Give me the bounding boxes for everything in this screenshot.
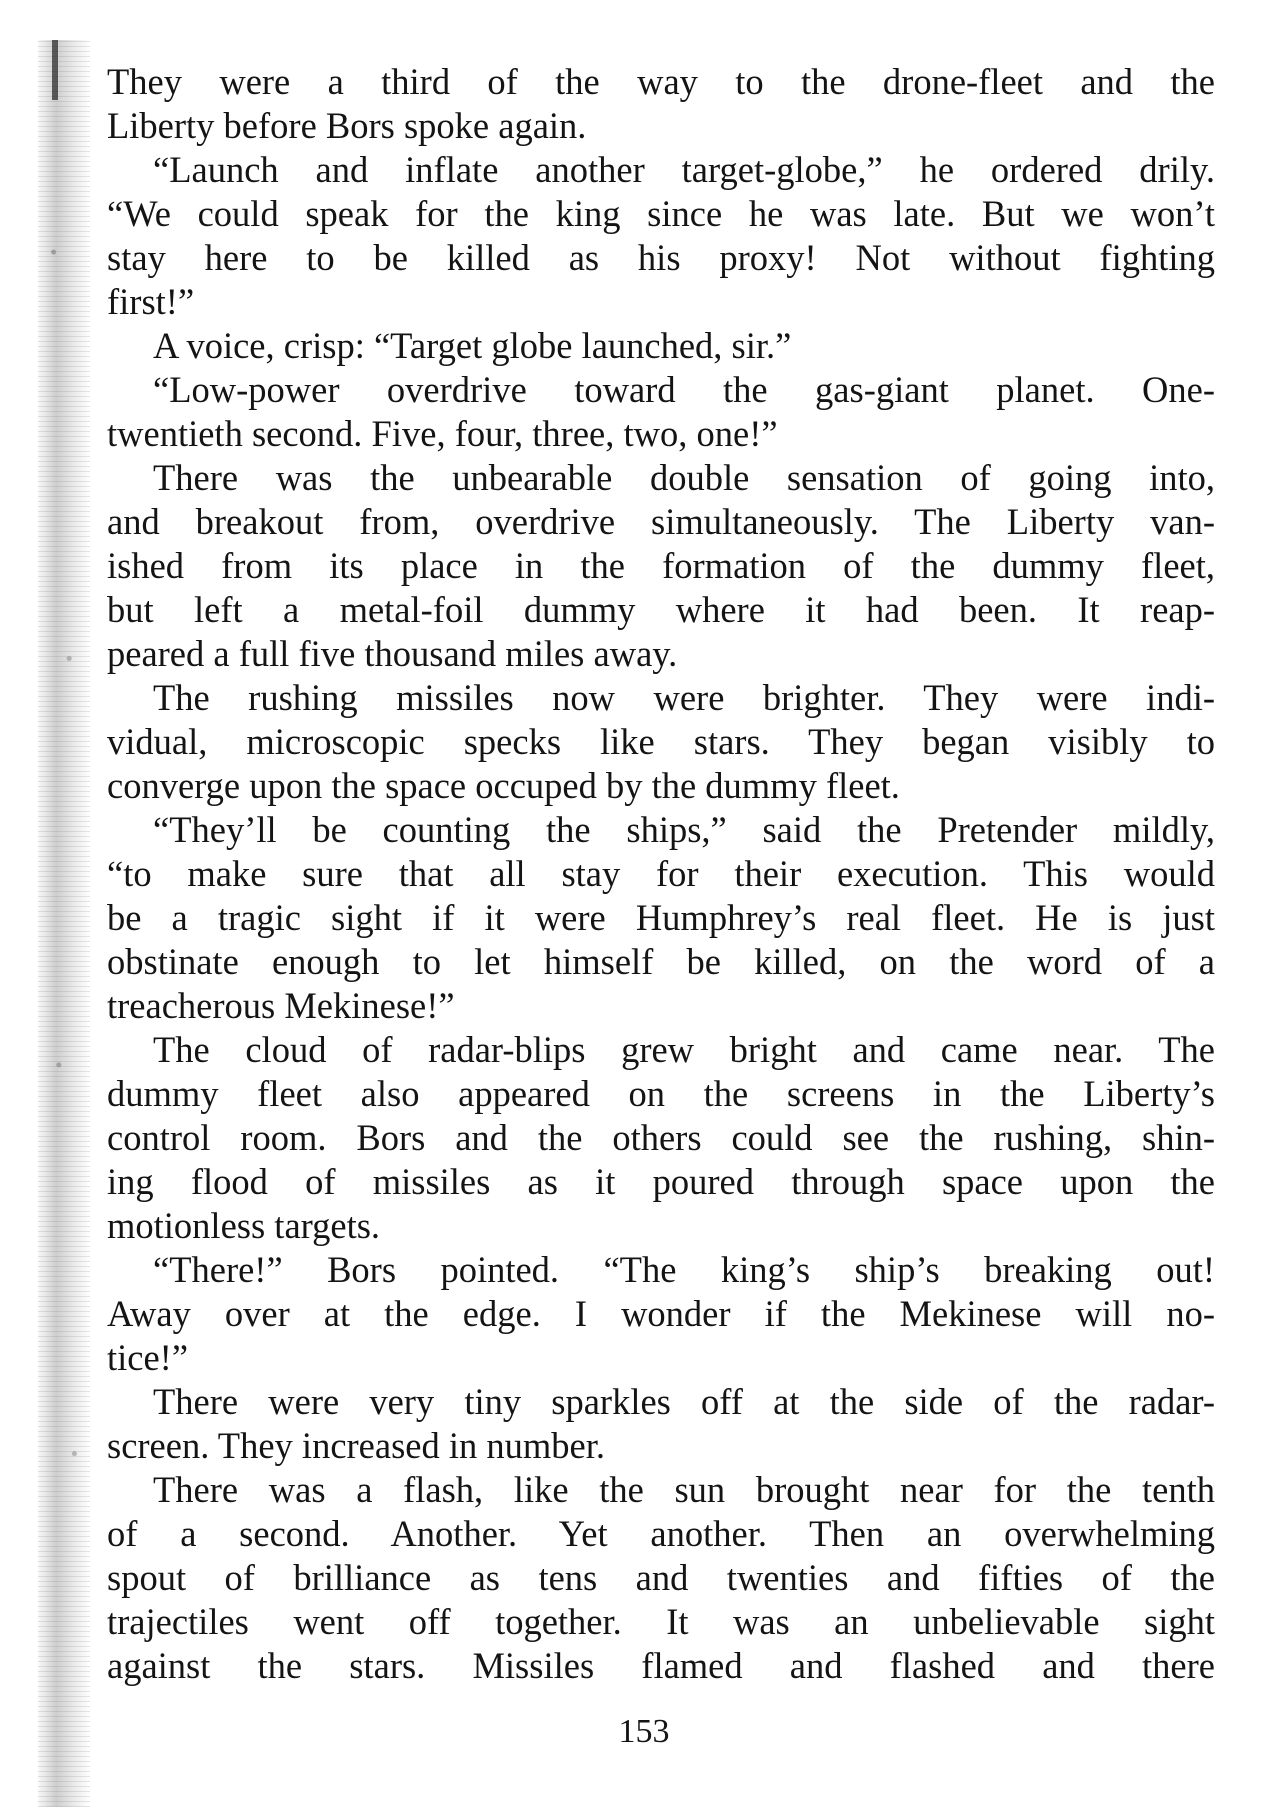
text-line: first!”: [107, 281, 195, 322]
text-line: but left a metal-foil dummy where it had been. It reap-: [107, 589, 1215, 630]
page-body-text: [107, 60, 1215, 1688]
text-line: There were very tiny sparkles off at the side of the radar-: [153, 1381, 1215, 1422]
text-line: be a tragic sight if it were Humphrey’s real fleet. He is just: [107, 897, 1215, 938]
text-line: Away over at the edge. I wonder if the Mekinese will no-: [107, 1293, 1215, 1334]
text-line: The cloud of radar-blips grew bright and came near. The: [153, 1029, 1215, 1070]
text-line: screen. They increased in number.: [107, 1425, 605, 1466]
text-line: and breakout from, overdrive simultaneously. The Liberty van-: [107, 501, 1215, 542]
text-line: spout of brilliance as tens and twenties and fifties of the: [107, 1557, 1215, 1598]
text-line: ing flood of missiles as it poured through space upon the: [107, 1161, 1215, 1202]
text-line: There was the unbearable double sensation of going into,: [153, 457, 1215, 498]
text-line: peared a full five thousand miles away.: [107, 633, 678, 674]
text-line: Liberty before Bors spoke again.: [107, 105, 587, 146]
text-line: of a second. Another. Yet another. Then an overwhelming: [107, 1513, 1215, 1554]
text-line: A voice, crisp: “Target globe launched, sir.”: [153, 325, 792, 366]
text-line: “They’ll be counting the ships,” said the Pretender mildly,: [153, 809, 1215, 850]
text-line: vidual, microscopic specks like stars. They began visibly to: [107, 721, 1215, 762]
text-line: stay here to be killed as his proxy! Not without fighting: [107, 237, 1215, 278]
text-line: twentieth second. Five, four, three, two, one!”: [107, 413, 778, 454]
text-line: obstinate enough to let himself be killed, on the word of a: [107, 941, 1215, 982]
text-line: “to make sure that all stay for their execution. This would: [107, 853, 1215, 894]
text-line: There was a flash, like the sun brought near for the tenth: [153, 1469, 1215, 1510]
text-line: They were a third of the way to the drone-fleet and the: [107, 61, 1215, 102]
text-line: against the stars. Missiles flamed and flashed and there: [107, 1645, 1215, 1686]
text-line: “Low-power overdrive toward the gas-giant planet. One-: [153, 369, 1215, 410]
text-line: motionless targets.: [107, 1205, 381, 1246]
text-line: tice!”: [107, 1337, 189, 1378]
text-line: “We could speak for the king since he was late. But we won’t: [107, 193, 1215, 234]
text-line: trajectiles went off together. It was an unbelievable sight: [107, 1601, 1215, 1642]
text-line: treacherous Mekinese!”: [107, 985, 455, 1026]
page-number: 153: [618, 1713, 670, 1750]
text-line: The rushing missiles now were brighter. They were indi-: [153, 677, 1215, 718]
text-line: “Launch and inflate another target-globe,” he ordered drily.: [153, 149, 1215, 190]
text-line: control room. Bors and the others could see the rushing, shin-: [107, 1117, 1215, 1158]
text-line: “There!” Bors pointed. “The king’s ship’s breaking out!: [153, 1249, 1215, 1290]
text-line: dummy fleet also appeared on the screens in the Liberty’s: [107, 1073, 1215, 1114]
binding-edge-mark: [52, 40, 58, 100]
text-line: converge upon the space occuped by the dummy fleet.: [107, 765, 900, 806]
text-line: ished from its place in the formation of the dummy fleet,: [107, 545, 1215, 586]
binding-gutter-shadow: [38, 40, 90, 1807]
